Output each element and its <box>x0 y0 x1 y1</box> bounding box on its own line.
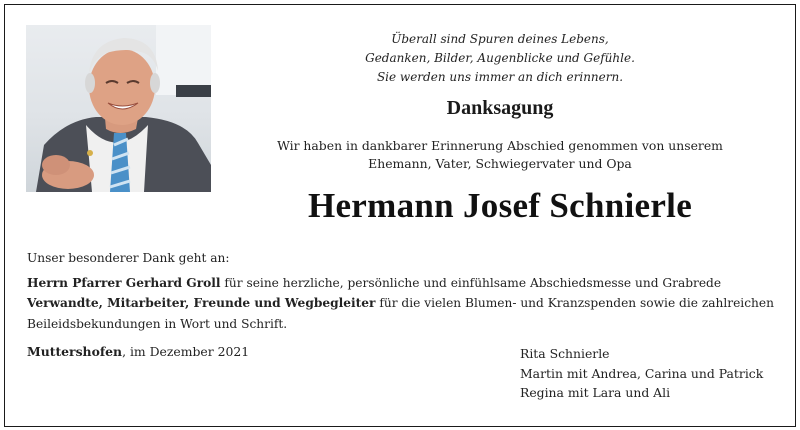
memorial-poem <box>300 30 700 87</box>
thanks-opening: Unser besonderer Dank geht an: <box>27 251 230 265</box>
intro-line: Wir haben in dankbarer Erinnerung Abschied genommen von unserem <box>277 138 723 153</box>
place-date: , im Dezember 2021 <box>122 344 250 359</box>
place-and-date <box>27 344 249 359</box>
poem-line: Sie werden uns immer an dich erinnern. <box>376 70 624 84</box>
thanks-entry-bold: Verwandte, Mitarbeiter, Freunde und Wegbegleiter <box>27 296 376 310</box>
thanks-entry-text: für die vielen Blumen- und Kranzspenden sowie die zahlreichen <box>375 296 774 310</box>
intro-text <box>230 137 770 173</box>
thanks-section <box>27 248 787 334</box>
place-town: Muttershofen <box>27 344 123 359</box>
signer-line: Martin mit Andrea, Carina und Patrick <box>520 365 764 381</box>
poem-line: Gedanken, Bilder, Augenblicke und Gefühle. <box>365 51 635 65</box>
thanks-entry-continuation: Beileidsbekundungen in Wort und Schrift. <box>27 316 288 331</box>
deceased-name: Hermann Josef Schnierle <box>307 186 693 225</box>
portrait-photo <box>26 25 211 192</box>
thanks-entry-text: für seine herzliche, persönliche und einfühlsame Abschiedsmesse und Grabrede <box>220 275 722 290</box>
notice-heading: Danksagung <box>446 97 554 119</box>
signer-line: Regina mit Lara und Ali <box>520 385 671 400</box>
signer-line: Rita Schnierle <box>520 346 610 361</box>
thanks-entry-priest <box>27 273 787 294</box>
intro-line: Ehemann, Vater, Schwiegervater und Opa <box>368 156 632 171</box>
thanks-entry-relatives <box>27 293 787 314</box>
signers-list <box>520 344 763 403</box>
thanks-entry-bold: Herrn Pfarrer Gerhard Groll <box>27 275 221 290</box>
poem-line: Überall sind Spuren deines Lebens, <box>391 32 609 46</box>
